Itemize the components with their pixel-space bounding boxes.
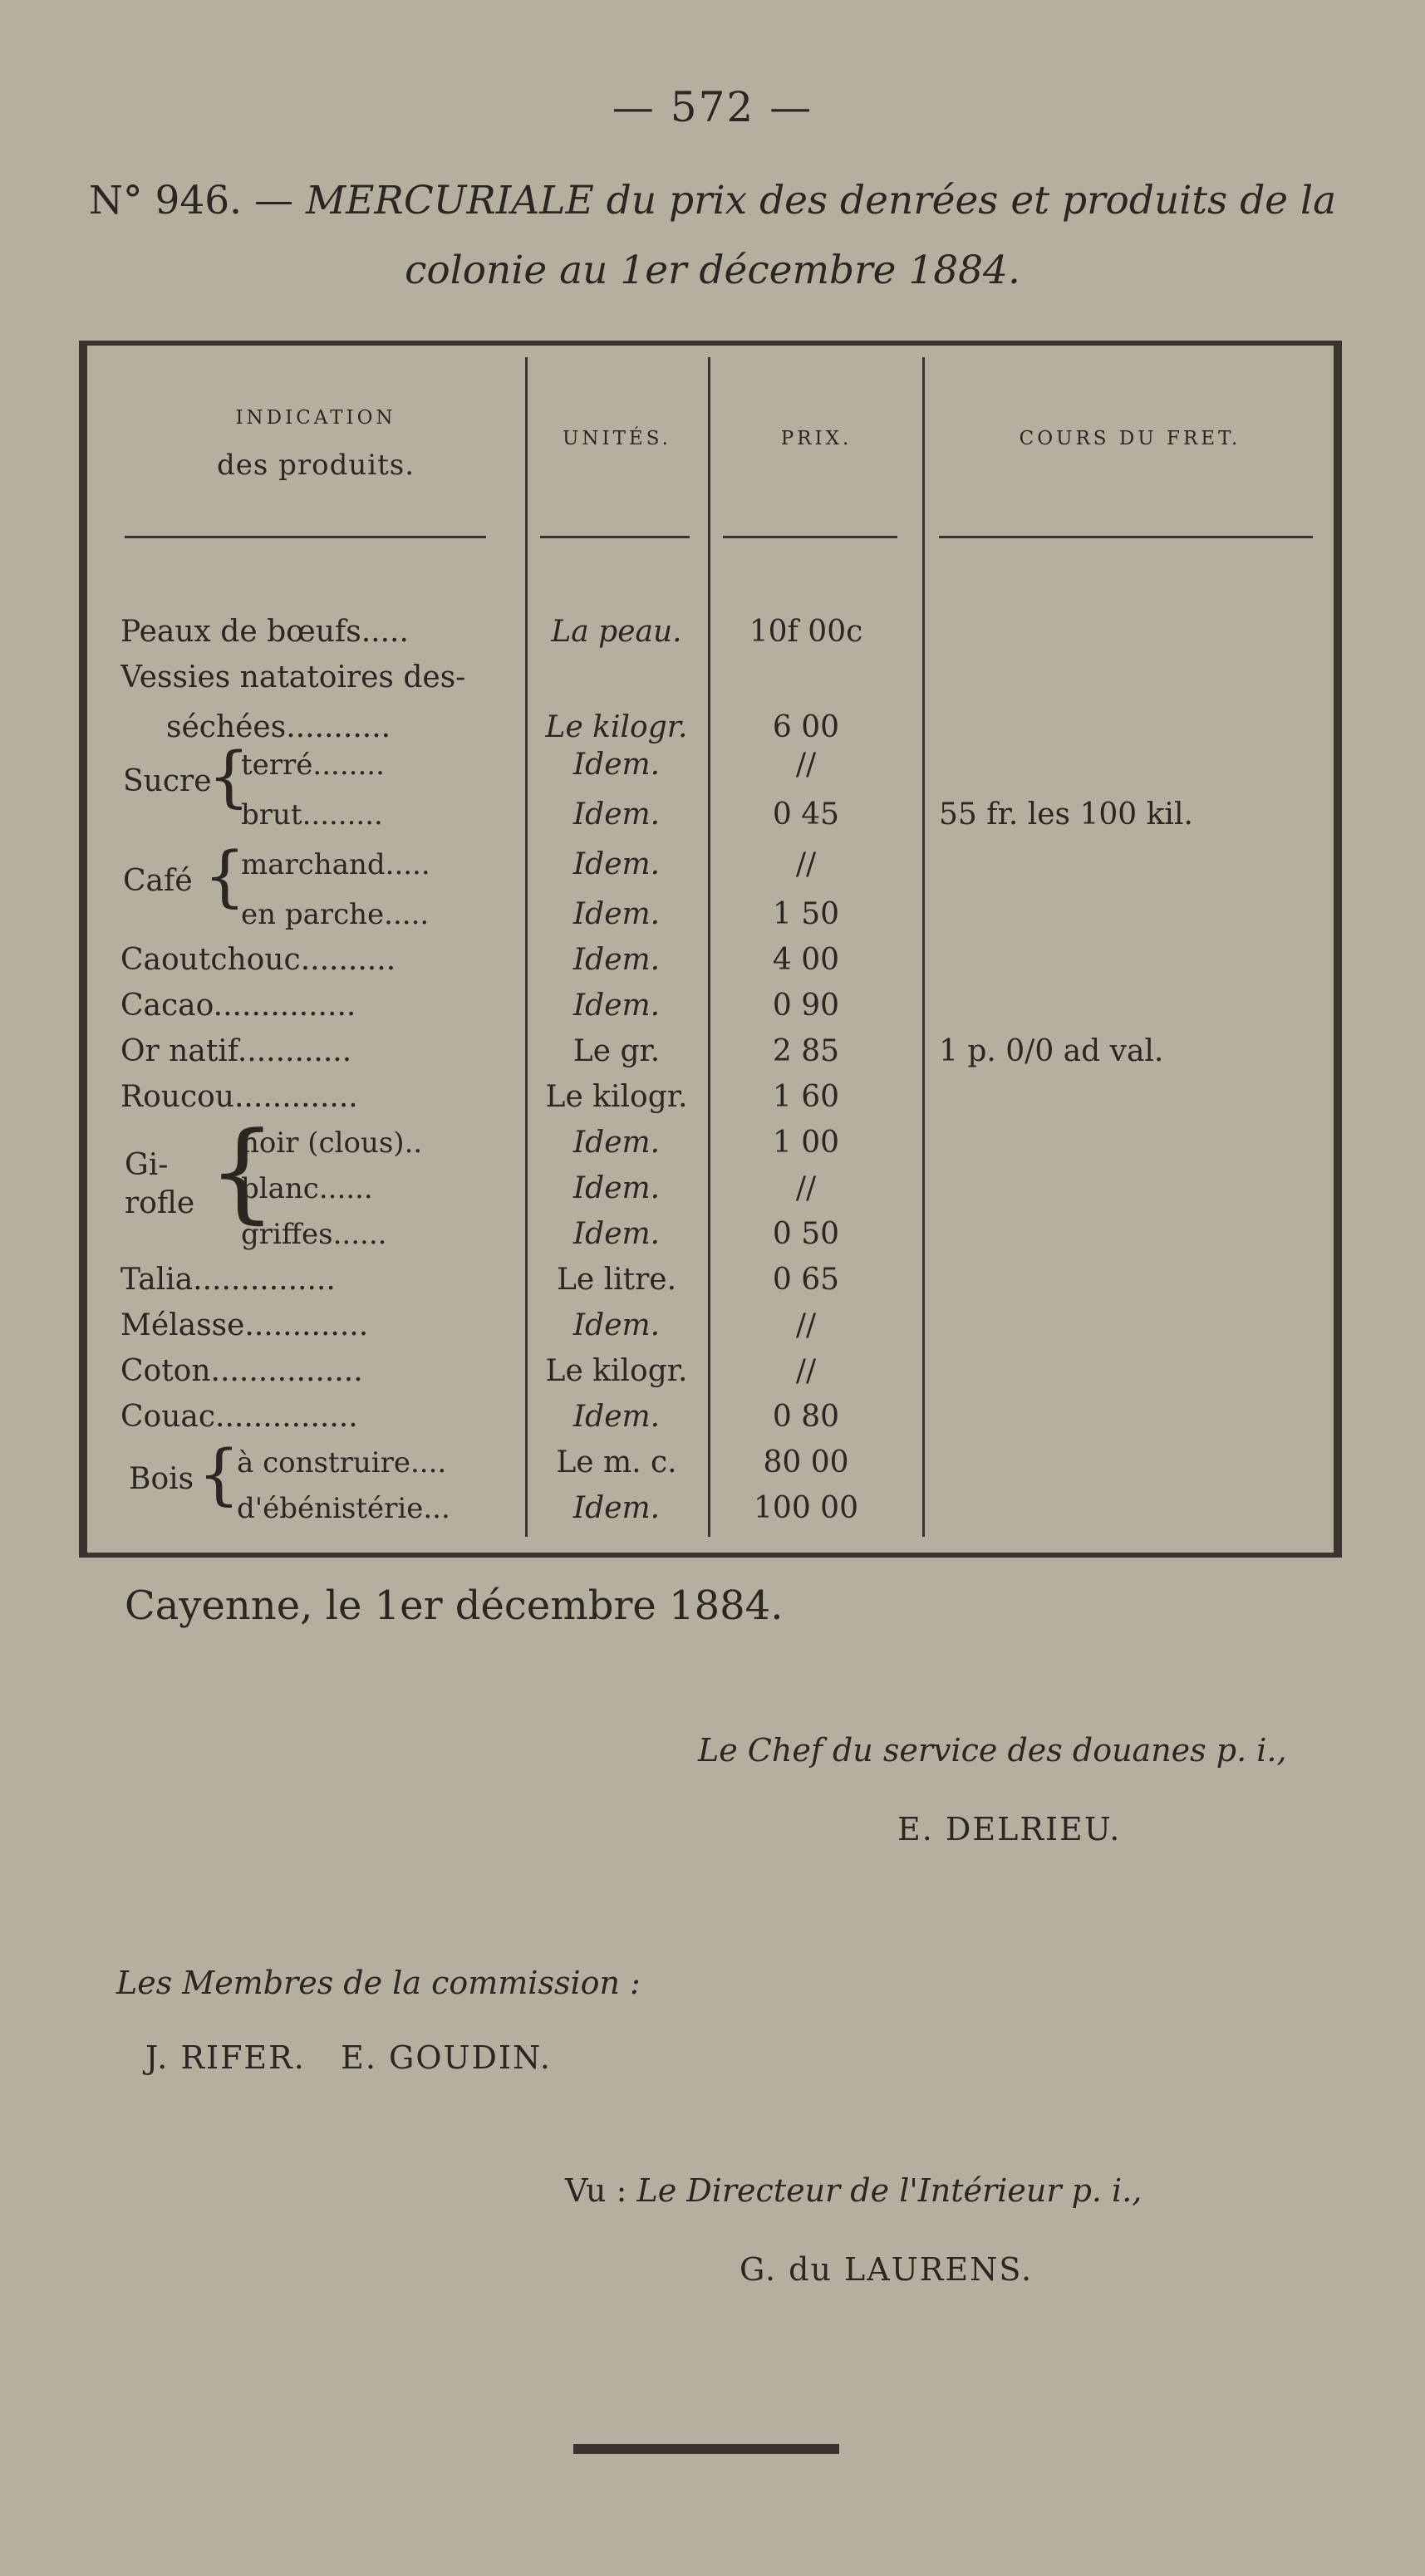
group-label-sucre: Sucre	[123, 764, 212, 798]
price-cell: 1 50	[772, 897, 840, 931]
product-cell: Talia...............	[120, 1263, 336, 1297]
table-row	[0, 1487, 1425, 1530]
header-prix: PRIX.	[780, 428, 853, 449]
price-cell: //	[795, 1171, 817, 1205]
product-cell: Cacao...............	[120, 989, 356, 1023]
header-rule	[723, 536, 897, 538]
table-row	[0, 1441, 1425, 1484]
unit-cell: Le litre.	[556, 1263, 677, 1297]
product-cell: Or natif............	[120, 1034, 352, 1068]
unit-cell: Idem.	[572, 1126, 661, 1160]
price-cell: //	[795, 1308, 817, 1342]
unit-cell: Idem.	[572, 989, 661, 1023]
product-cell: Caoutchouc..........	[120, 943, 396, 977]
price-cell: 4 00	[772, 943, 840, 977]
unit-cell: Idem.	[572, 797, 661, 832]
unit-cell: Idem.	[572, 748, 661, 782]
table-row	[0, 1121, 1425, 1165]
product-cell: Coton................	[120, 1354, 363, 1388]
members-label: Les Membres de la commission :	[116, 1965, 641, 2001]
price-cell: 0 80	[772, 1400, 840, 1434]
title-text: MERCURIALE du prix des denrées et produits de la colonie au 1er décembre 1884.	[306, 178, 1337, 293]
product-cell: blanc......	[241, 1172, 373, 1205]
price-cell: 100 00	[754, 1491, 858, 1525]
price-cell: 0 65	[772, 1263, 840, 1297]
product-cell: Peaux de bœufs.....	[120, 615, 409, 649]
table-row	[0, 1350, 1425, 1393]
table-row	[0, 793, 1425, 837]
header-rule	[939, 536, 1313, 538]
table-row	[0, 939, 1425, 982]
header-unites: UNITÉS.	[563, 428, 671, 449]
group-label-girofle: Gi-rofle	[125, 1148, 195, 1220]
price-cell: 2 85	[772, 1034, 840, 1068]
table-row	[0, 1167, 1425, 1210]
title-number: N° 946.	[88, 178, 243, 223]
header-rule	[540, 536, 690, 538]
vu-prefix: Vu :	[565, 2172, 627, 2209]
price-cell: 0 50	[772, 1217, 840, 1251]
table-row	[0, 1259, 1425, 1302]
product-cell: terré........	[241, 748, 385, 782]
vu-line	[565, 2172, 1142, 2209]
product-cell: Couac...............	[120, 1400, 358, 1434]
price-cell: 10f 00c	[749, 615, 863, 649]
end-rule	[573, 2444, 839, 2454]
unit-cell: Le gr.	[572, 1034, 661, 1068]
table-row	[0, 984, 1425, 1028]
header-rule	[125, 536, 486, 538]
price-cell: 1 60	[772, 1080, 840, 1114]
product-cell: en parche.....	[241, 898, 430, 931]
product-cell: noir (clous)..	[241, 1126, 423, 1160]
header-produits-top: INDICATION	[235, 407, 396, 429]
chef-role: Le Chef du service des douanes p. i.,	[698, 1732, 1287, 1769]
price-cell: 0 45	[772, 797, 840, 832]
brace-icon: {	[198, 1435, 240, 1513]
table-row	[0, 656, 1425, 699]
price-cell: //	[795, 1354, 817, 1388]
unit-cell: La peau.	[551, 615, 682, 649]
title-dash: —	[242, 178, 306, 223]
table-row	[0, 1030, 1425, 1073]
brace-icon: {	[208, 738, 250, 815]
unit-cell: Idem.	[572, 1217, 661, 1251]
product-cell: à construire....	[237, 1446, 447, 1479]
unit-cell: Idem.	[572, 847, 661, 881]
product-cell: griffes......	[241, 1218, 387, 1251]
group-label-cafe: Café	[123, 864, 193, 898]
unit-cell: Idem.	[572, 1400, 661, 1434]
table-row	[0, 843, 1425, 886]
unit-cell: Idem.	[572, 1491, 661, 1525]
product-cell: Vessies natatoires des-	[120, 660, 466, 694]
product-cell: Roucou.............	[120, 1080, 358, 1114]
unit-cell: Idem.	[572, 897, 661, 931]
fret-cell: 1 p. 0/0 ad val.	[939, 1034, 1164, 1068]
vu-role: Le Directeur de l'Intérieur p. i.,	[636, 2172, 1142, 2209]
table-row	[0, 611, 1425, 654]
unit-cell: Le m. c.	[556, 1445, 677, 1479]
dateline: Cayenne, le 1er décembre 1884.	[125, 1582, 784, 1629]
price-cell: 6 00	[772, 710, 840, 744]
table-row	[0, 743, 1425, 787]
product-cell: Mélasse.............	[120, 1308, 369, 1342]
header-fret: COURS DU FRET.	[1019, 428, 1241, 449]
price-cell: 0 90	[772, 989, 840, 1023]
brace-icon: {	[208, 1108, 277, 1234]
price-cell: 80 00	[763, 1445, 849, 1479]
unit-cell: Idem.	[572, 943, 661, 977]
header-produits-bottom: des produits.	[216, 449, 415, 482]
unit-cell: Le kilogr.	[545, 710, 688, 744]
unit-cell: Le kilogr.	[545, 1354, 688, 1388]
table-row	[0, 1304, 1425, 1347]
table-row	[0, 1213, 1425, 1256]
product-cell: d'ébénistérie...	[237, 1492, 450, 1525]
members-names: J. RIFER. E. GOUDIN.	[145, 2039, 552, 2076]
fret-cell: 55 fr. les 100 kil.	[939, 797, 1193, 832]
table-row	[0, 1396, 1425, 1439]
unit-cell: Idem.	[572, 1308, 661, 1342]
unit-cell: Le kilogr.	[545, 1080, 688, 1114]
product-cell: brut.........	[241, 798, 383, 832]
group-label-bois: Bois	[129, 1462, 194, 1496]
table-row	[0, 893, 1425, 936]
price-cell: 1 00	[772, 1126, 840, 1160]
price-cell: //	[795, 847, 817, 881]
vu-name: G. du LAURENS.	[740, 2251, 1034, 2288]
unit-cell: Idem.	[572, 1171, 661, 1205]
price-cell: //	[795, 748, 817, 782]
chef-name: E. DELRIEU.	[897, 1811, 1122, 1847]
document-title	[50, 166, 1375, 306]
product-cell: séchées...........	[166, 710, 391, 744]
product-cell: marchand.....	[241, 848, 430, 881]
page-number: — 572 —	[612, 83, 813, 131]
brace-icon: {	[204, 837, 246, 915]
